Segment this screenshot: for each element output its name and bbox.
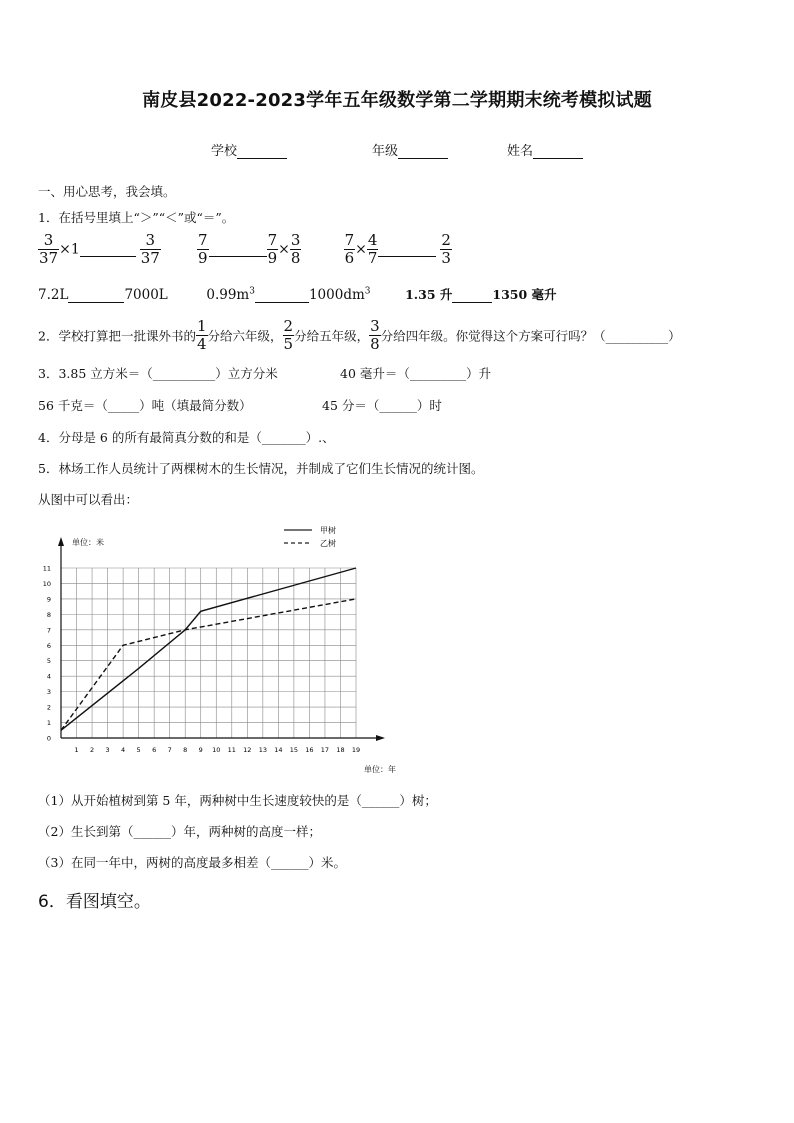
- x-tick-label: 17: [320, 746, 330, 754]
- x-axis-label: 单位：年: [364, 765, 396, 774]
- x-tick-label: 8: [183, 746, 188, 754]
- question-3d: 45 分＝（______）时: [322, 398, 442, 413]
- x-tick-label: 6: [152, 746, 157, 754]
- chart-legend: [284, 525, 336, 548]
- question-5-sub-3: （3）在同一年中，两树的高度最多相差（______）米。: [38, 855, 346, 870]
- y-tick-label: 0: [46, 734, 51, 743]
- school-field: 学校: [211, 140, 287, 159]
- question-2: 2．学校打算把一批课外书的 $\frac{1}{4}$ 分给六年级， $\frac{2}{5}$ 分给五年级， $\frac{3}{8}$ 分给四年级。你觉得这个方案可行吗？（__________）: [38, 317, 681, 353]
- x-tick-label: 18: [336, 746, 345, 754]
- y-tick-label: 9: [46, 595, 51, 604]
- y-tick-label: 8: [46, 610, 51, 619]
- y-tick-label: 11: [42, 564, 51, 573]
- y-tick-label: 1: [46, 719, 51, 728]
- x-tick-label: 13: [258, 746, 267, 754]
- legend-label-yi: 乙树: [320, 539, 336, 548]
- x-tick-label: 2: [89, 746, 95, 754]
- x-tick-label: 11: [227, 746, 236, 754]
- y-axis-label: 单位：米: [72, 538, 104, 547]
- x-tick-label: 9: [198, 746, 203, 754]
- q1-row-1: $\frac{3}{37}$ ×1 $\frac{3}{37}$ $\frac{7}{9}$ $\frac{7}{9}$ × $\frac{3}{8}$ $\frac{7}{6}$ × $\frac{4}{7}$ $\frac{2}{3}$: [39, 231, 451, 267]
- y-tick-label: 3: [46, 688, 51, 697]
- x-tick-label: 16: [305, 746, 314, 754]
- series-line-yi: [61, 599, 356, 730]
- question-3b: 40 毫升＝（_________）升: [340, 366, 492, 381]
- question-5-sub-2: （2）生长到第（______）年，两种树的高度一样；: [38, 824, 321, 839]
- series-line-jia: [61, 568, 356, 730]
- question-5: 5．林场工作人员统计了两棵树木的生长情况，并制成了它们生长情况的统计图。: [38, 461, 484, 476]
- y-axis-arrow: [58, 537, 64, 546]
- x-tick-label: 10: [212, 746, 221, 754]
- question-6: 6．看图填空。: [38, 892, 151, 912]
- x-tick-label: 19: [351, 746, 361, 754]
- question-5-sub-1: （1）从开始植树到第 5 年，两种树中生长速度较快的是（______）树；: [38, 793, 437, 808]
- y-tick-label: 6: [46, 641, 51, 650]
- y-tick-label: 4: [46, 672, 51, 681]
- x-axis-arrow: [376, 735, 385, 741]
- question-5-lead: 从图中可以看出：: [38, 492, 139, 507]
- tree-growth-chart: [36, 518, 396, 780]
- x-tick-label: 5: [136, 746, 141, 754]
- x-tick-label: 1: [74, 746, 79, 754]
- x-tick-label: 15: [289, 746, 299, 754]
- fraction: $\frac{3}{37}$: [39, 231, 59, 267]
- y-tick-label: 2: [46, 703, 51, 712]
- section-heading: 一、用心思考，我会填。: [38, 184, 176, 199]
- x-tick-label: 4: [121, 746, 126, 754]
- y-tick-label: 7: [46, 626, 51, 635]
- question-1: 1．在括号里填上“＞”“＜”或“＝”。: [38, 210, 235, 225]
- question-3a: 3．3.85 立方米＝（__________）立方分米: [38, 366, 278, 381]
- x-tick-label: 7: [167, 746, 172, 754]
- y-tick-label: 5: [46, 657, 51, 666]
- question-4: 4．分母是 6 的所有最简真分数的和是（_______）.、: [38, 430, 335, 445]
- name-field: 姓名: [507, 140, 583, 159]
- page-title: 南皮县2022-2023学年五年级数学第二学期期末统考模拟试题: [142, 90, 652, 111]
- x-tick-label: 12: [243, 746, 252, 754]
- x-tick-label: 14: [274, 746, 283, 754]
- grade-field: 年级: [372, 140, 448, 159]
- y-tick-label: 10: [42, 579, 51, 588]
- question-3c: 56 千克＝（_____）吨（填最简分数）: [38, 398, 252, 413]
- q1-row-2: 7.2L 7000L $0.99m^3$ $1000dm^3$ 1.35 升 1350 毫升: [38, 286, 557, 303]
- x-tick-label: 3: [105, 746, 110, 754]
- legend-label-jia: 甲树: [320, 526, 336, 535]
